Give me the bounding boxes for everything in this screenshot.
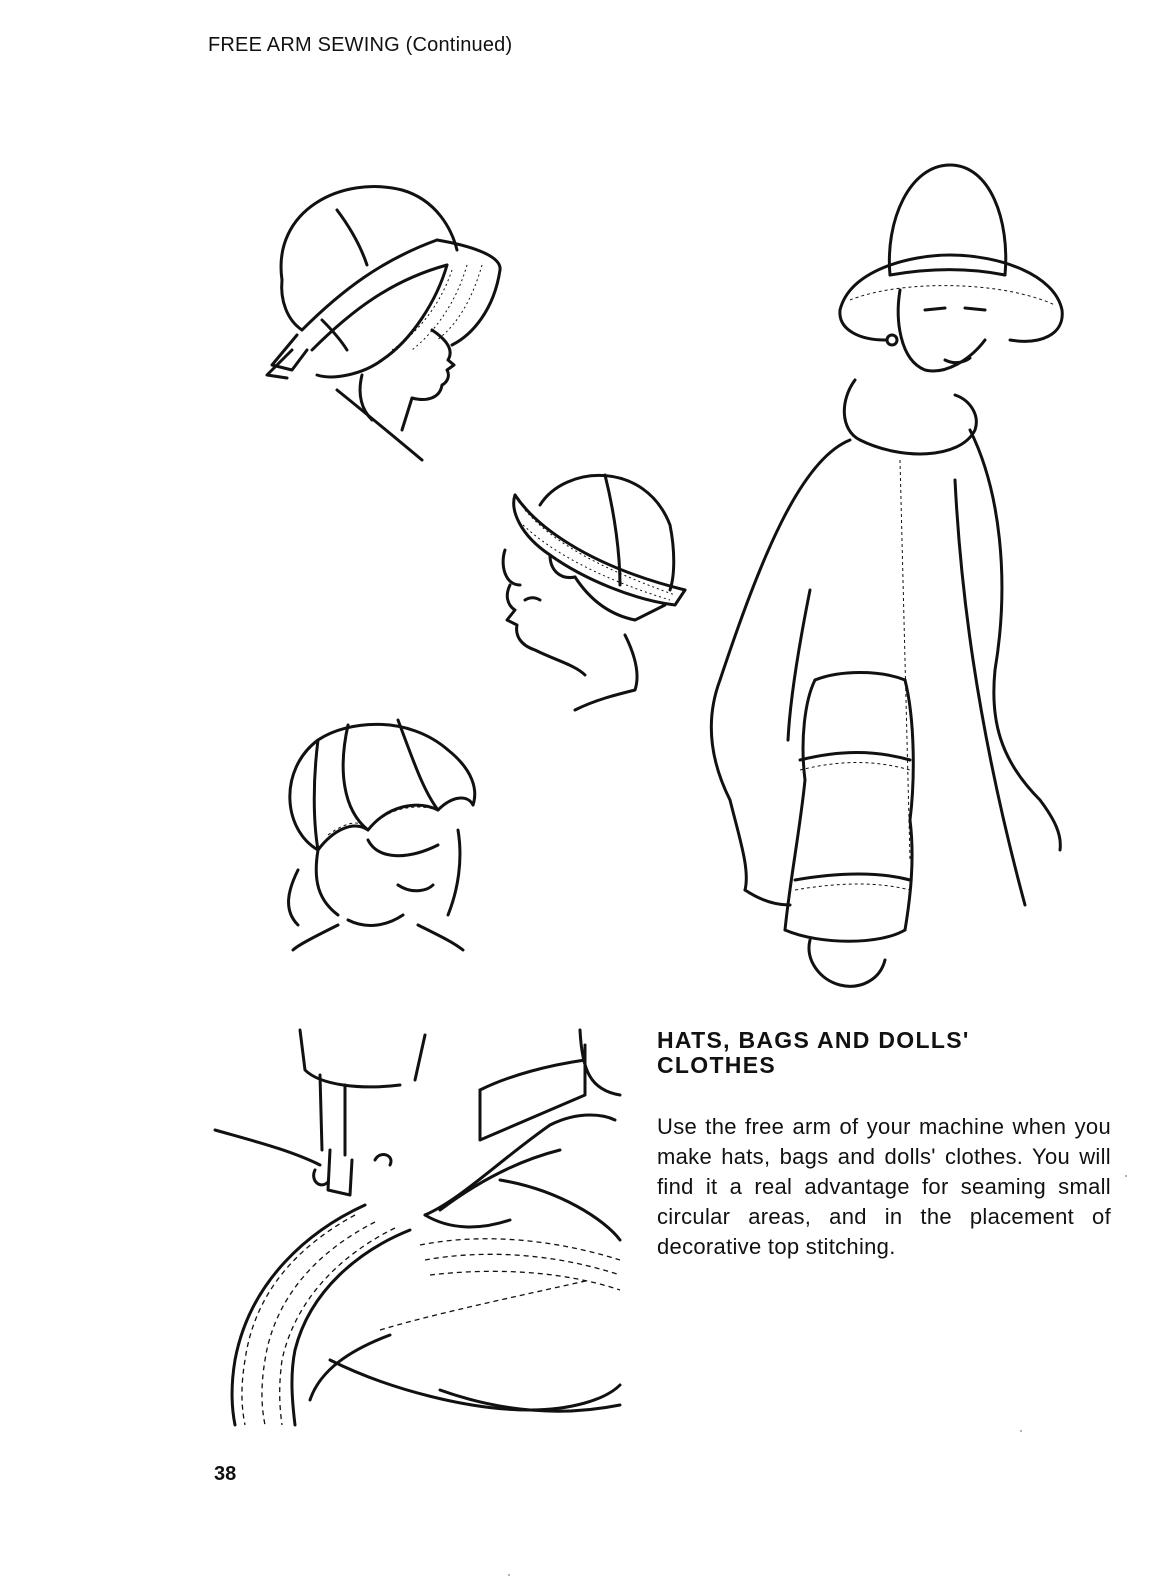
sewing-machine-illustration: [210, 1030, 630, 1425]
section-title: HATS, BAGS AND DOLLS' CLOTHES: [657, 1027, 970, 1078]
coat-bag-illustration: [700, 160, 1070, 995]
scan-speck: [508, 1574, 510, 1576]
scan-speck: [1020, 1430, 1022, 1432]
running-head: FREE ARM SEWING (Continued): [208, 34, 513, 56]
page-number: 38: [214, 1463, 237, 1485]
body-text: Use the free arm of your machine when you make hats, bags and dolls' clothes. You will find it a real advantage for seaming small circular areas, and in the placement of decorative top stitching.: [657, 1114, 1111, 1259]
scan-speck: [1125, 1175, 1127, 1177]
petal-hat-illustration: [278, 710, 488, 955]
cloche-hat-illustration: [262, 170, 512, 470]
bowl-hat-illustration: [495, 465, 690, 715]
